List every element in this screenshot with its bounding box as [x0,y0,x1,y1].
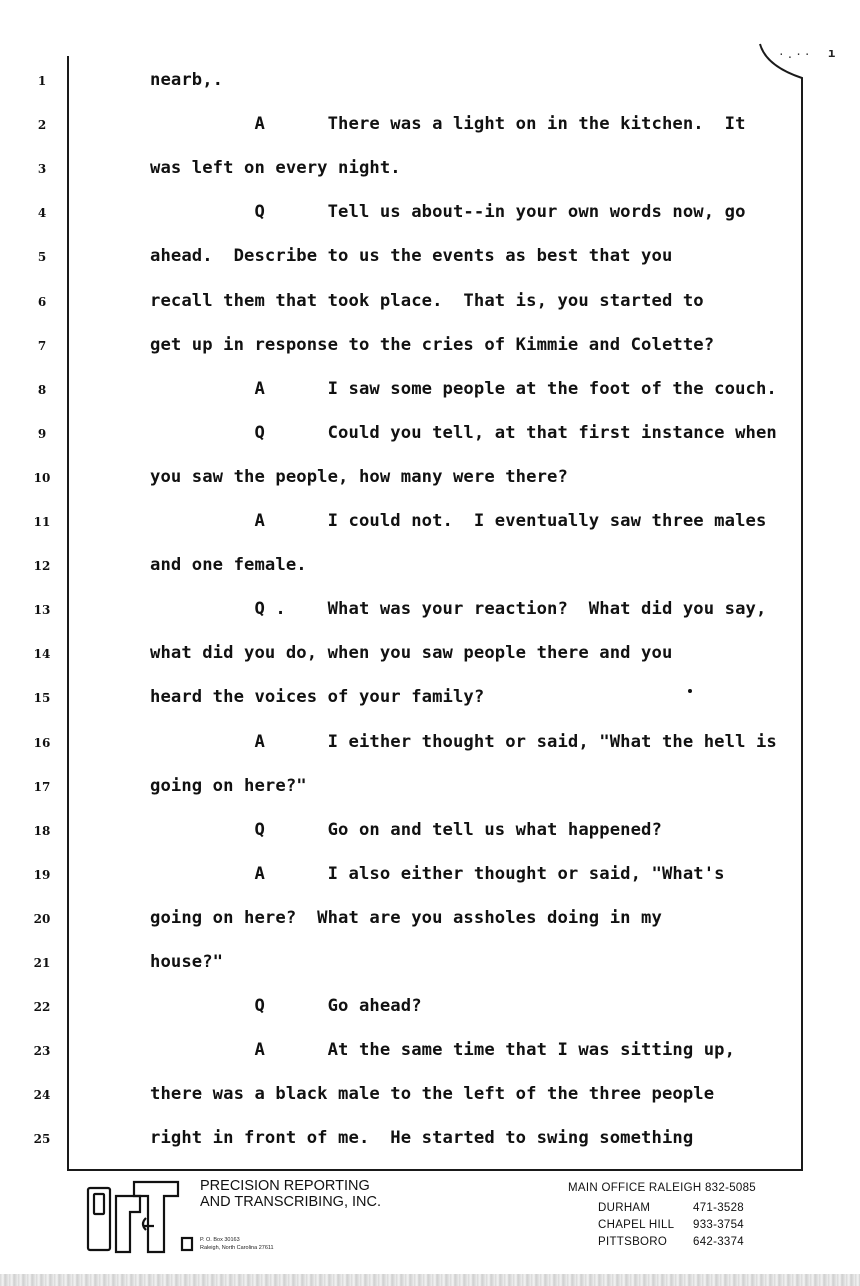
line-number: 20 [33,911,51,926]
line-number: 10 [33,470,51,485]
transcript-line: house?" [150,952,224,972]
company-name-line2: AND TRANSCRIBING, INC. [200,1194,382,1210]
transcript-line: Q Go on and tell us what happened? [150,819,662,840]
transcript-line: going on here? What are you assholes doing in my [150,907,662,928]
line-number: 21 [33,956,51,970]
company-city: Raleigh, North Carolina 27611 [200,1245,274,1251]
bottom-rule [67,1169,803,1171]
line-number: 15 [33,691,51,706]
line-number: 9 [37,426,47,441]
line-number: 17 [33,779,51,794]
corner-curve-mark [756,38,806,98]
line-number: 23 [33,1044,51,1059]
line-number: 14 [33,647,51,662]
transcript-line: Q . What was your reaction? What did you say, [150,599,767,620]
office-phone: 642-3374 [693,1236,744,1248]
office-phone: 933-3754 [693,1219,744,1231]
transcript-line: A I either thought or said, "What the hell is [150,731,777,752]
line-number: 11 [33,515,51,529]
transcript-line: right in front of me. He started to swing something [150,1128,694,1149]
line-number: 16 [33,735,51,750]
transcript-line: Q Tell us about--in your own words now, go [150,202,746,223]
office-city: DURHAM [598,1202,651,1214]
company-name-line1: PRECISION REPORTING [200,1178,370,1194]
transcript-line: A I could not. I eventually saw three males [150,511,767,531]
transcript-line: heard the voices of your family? [150,687,485,708]
transcript-line: what did you do, when you saw people there and you [150,643,673,664]
left-margin-rule [67,56,69,1170]
transcript-line: was left on every night. [150,158,401,179]
transcript-line: A I also either thought or said, "What's [150,863,725,884]
line-number: 18 [33,823,51,838]
office-phone: 471-3528 [693,1202,744,1214]
office-city: CHAPEL HILL [598,1219,675,1231]
transcript-line: A There was a light on in the kitchen. It [150,114,746,135]
office-row [598,1202,744,1214]
main-office-line: MAIN OFFICE RALEIGH 832-5085 [568,1182,756,1194]
transcript-line: A I saw some people at the foot of the couch. [150,378,777,399]
office-row [598,1219,744,1231]
corner-stamp: ·.·· [778,48,813,61]
transcript-line: and one female. [150,555,307,576]
transcript-line: Q Go ahead? [150,996,422,1017]
office-city: PITTSBORO [598,1236,668,1248]
line-number: 3 [37,162,47,177]
right-margin-rule [801,95,803,1170]
line-number: 5 [37,250,47,265]
transcript-line: you saw the people, how many were there? [150,466,568,487]
line-number: 12 [33,559,51,574]
transcript-line: Q Could you tell, at that first instance when [150,422,777,443]
transcript-line: there was a black male to the left of the three people [150,1084,715,1105]
transcript-line: going on here?" [150,775,307,796]
line-number: 7 [37,338,47,353]
transcript-line: A At the same time that I was sitting up, [150,1040,736,1061]
line-number: 13 [33,603,51,618]
line-number: 22 [33,1000,51,1015]
transcript-line: nearb,. [150,70,224,90]
office-row [598,1236,744,1248]
page-tick-mark: ı [828,46,836,60]
transcript-line: ahead. Describe to us the events as best that you [150,246,673,267]
company-name [200,1178,381,1210]
line-number: 2 [37,118,47,133]
line-number: 6 [37,294,47,309]
line-number: 25 [33,1132,51,1147]
line-number: 8 [37,382,47,397]
company-pobox: P. O. Box 30163 [200,1237,240,1243]
scan-speck [688,689,692,693]
line-number: 1 [37,74,47,88]
transcript-line: recall them that took place. That is, you started to [150,290,704,311]
line-number: 4 [37,206,47,221]
line-number: 24 [33,1088,51,1103]
company-address [200,1236,274,1252]
scan-edge [0,1274,860,1286]
transcript-line: get up in response to the cries of Kimmie and Colette? [150,334,715,355]
line-number: 19 [33,867,51,882]
company-logo [86,1178,198,1260]
